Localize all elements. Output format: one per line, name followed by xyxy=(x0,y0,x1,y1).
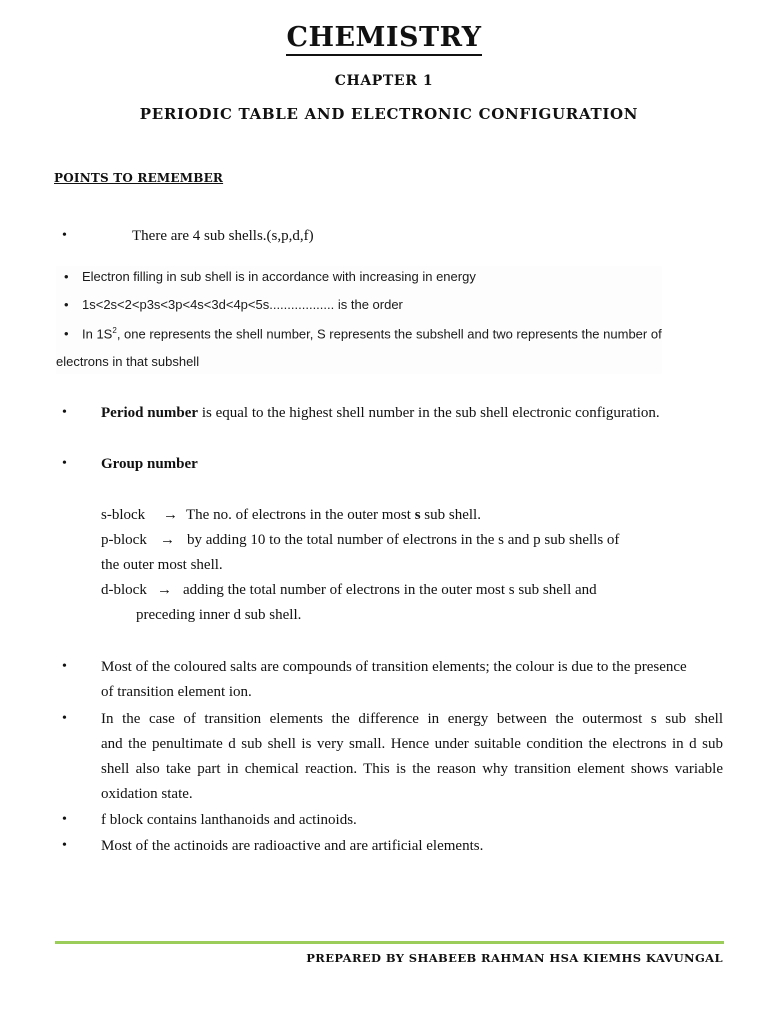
bullet-icon: • xyxy=(62,659,67,674)
bullet-icon: • xyxy=(64,297,69,312)
transition-text-line: In the case of transition elements the difference in energy between the outermost s sub shell xyxy=(101,711,723,727)
footer-credit: PREPARED BY SHABEEB RAHMAN HSA KIEMHS KAVUNGAL xyxy=(306,951,723,965)
coloured-salts-text-continued: of transition element ion. xyxy=(101,684,252,700)
inset-row: electrons in that subshell xyxy=(56,354,200,369)
transition-text-line: oxidation state. xyxy=(101,786,193,802)
p-block-text-continued: the outer most shell. xyxy=(101,557,223,573)
p-block-label: p-block xyxy=(101,532,147,548)
bullet-icon: • xyxy=(64,326,69,342)
group-number-heading: Group number xyxy=(101,456,198,472)
bullet-icon: • xyxy=(62,838,67,853)
section-label: POINTS TO REMEMBER xyxy=(54,171,224,185)
p-block-text: by adding 10 to the total number of electrons in the s and p sub shells of xyxy=(187,532,620,548)
inset-row: • Electron filling in sub shell is in accordance with increasing in energy xyxy=(64,269,476,284)
bullet-icon: • xyxy=(62,456,67,471)
coloured-salts-text: Most of the coloured salts are compounds of transition elements; the colour is due to the presence xyxy=(101,659,687,675)
bullet-icon: • xyxy=(62,812,67,827)
inset-row: • 1s<2s<2<p3s<3p<4s<3d<4p<5s.................. is the order xyxy=(64,297,403,312)
bullet-icon: • xyxy=(64,269,69,284)
transition-text-line: shell also take part in chemical reaction. This is the reason why transition element shows variable xyxy=(101,761,723,777)
period-number-text: Period number is equal to the highest shell number in the sub shell electronic configuration. xyxy=(101,405,660,421)
actinoids-text: Most of the actinoids are radioactive and are artificial elements. xyxy=(101,838,484,854)
bullet-icon: • xyxy=(62,405,67,420)
inset-image-block xyxy=(56,266,662,374)
chapter-subtitle: PERIODIC TABLE AND ELECTRONIC CONFIGURATION xyxy=(139,105,639,123)
arrow-icon: → xyxy=(157,582,172,598)
s-block-label: s-block xyxy=(101,507,146,523)
inset-row: • In $1S^2$, one represents the shell number, S represents the subshell and two represents the number of xyxy=(64,326,662,342)
arrow-icon: → xyxy=(160,532,175,548)
footer-rule xyxy=(55,941,724,944)
d-block-text: adding the total number of electrons in the outer most s sub shell and xyxy=(183,582,597,598)
document-title: CHEMISTRY xyxy=(0,22,768,53)
d-block-label: d-block xyxy=(101,582,147,598)
bullet-icon: • xyxy=(62,228,67,243)
bullet-icon: • xyxy=(62,711,67,726)
bullet-text-subshells: There are 4 sub shells.(s,p,d,f) xyxy=(132,228,314,244)
chapter-heading: CHAPTER 1 xyxy=(334,73,434,89)
transition-text-line: and the penultimate d sub shell is very small. Hence under suitable condition the electrons in d sub xyxy=(101,736,723,752)
arrow-icon: → xyxy=(163,507,178,523)
f-block-text: f block contains lanthanoids and actinoids. xyxy=(101,812,357,828)
s-block-text: The no. of electrons in the outer most s sub shell. xyxy=(186,507,481,523)
d-block-text-continued: preceding inner d sub shell. xyxy=(136,607,302,623)
